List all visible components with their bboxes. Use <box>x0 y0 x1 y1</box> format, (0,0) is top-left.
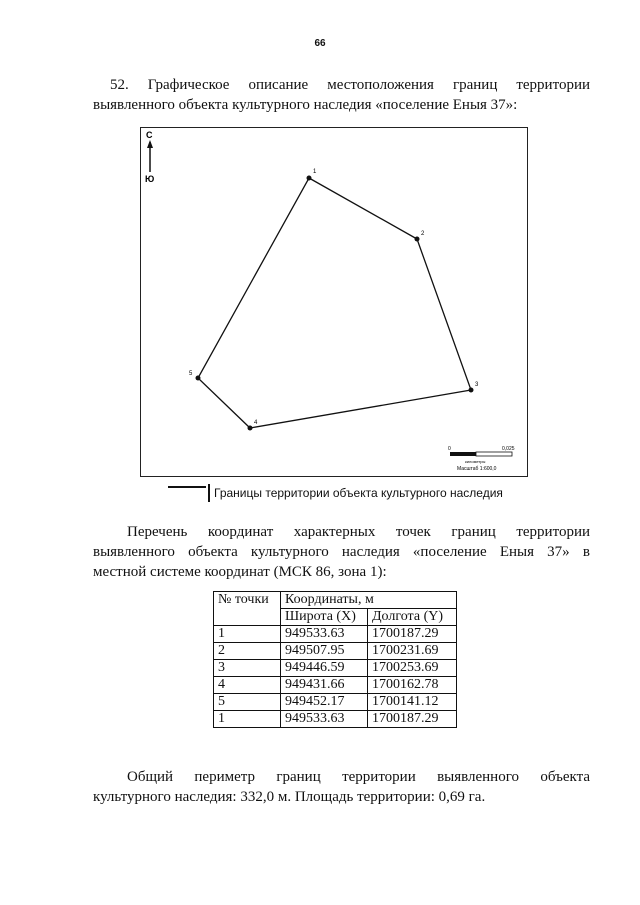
boundary-point <box>307 176 312 181</box>
scale-ratio-label: Масштаб 1:600,0 <box>457 466 497 472</box>
table-row <box>214 694 457 711</box>
table-row <box>214 711 457 728</box>
legend-line-swatch <box>168 486 206 488</box>
north-label: С <box>146 130 153 140</box>
summary-word: территории <box>342 769 416 785</box>
intro-word: границ <box>451 524 496 540</box>
header-coords: Координаты, м <box>281 592 457 609</box>
scale-unit-label: километры <box>465 459 486 464</box>
list-intro-line-2 <box>93 543 590 562</box>
boundary-point <box>248 426 253 431</box>
intro-word: точек <box>395 524 431 540</box>
heading-line-2: выявленного объекта культурного наследия «поселение Еныя 37»: <box>93 97 518 113</box>
heading-word: описание <box>248 77 309 93</box>
coordinates-table <box>213 591 457 728</box>
scale-bar-segment <box>476 452 512 456</box>
page-number: 66 <box>314 38 326 49</box>
cell-point: 1 <box>214 711 281 728</box>
summary-line-2: культурного наследия: 332,0 м. Площадь территории: 0,69 га. <box>93 789 486 805</box>
boundary-point <box>415 237 420 242</box>
cell-y: 1700231.69 <box>368 643 457 660</box>
point-label: 5 <box>189 371 193 377</box>
boundary-point <box>469 388 474 393</box>
table-row <box>214 626 457 643</box>
heading-word: Графическое <box>147 77 230 93</box>
cell-x: 949533.63 <box>281 626 368 643</box>
list-intro-line-3: местной системе координат (МСК 86, зона 1): <box>93 564 387 580</box>
heading-line-1 <box>110 76 590 95</box>
cell-y: 1700253.69 <box>368 660 457 677</box>
intro-word: объекта <box>188 544 238 560</box>
boundary-point <box>196 376 201 381</box>
north-arrow-icon <box>147 140 153 148</box>
point-label: 4 <box>254 420 258 426</box>
intro-word: характерных <box>293 524 376 540</box>
heading-word: границ <box>452 77 498 93</box>
table-row <box>214 643 457 660</box>
boundary-polygon <box>198 178 471 428</box>
summary-word: Общий <box>127 769 174 785</box>
legend-tick <box>208 484 210 502</box>
scale-right-label: 0,025 <box>502 446 515 452</box>
header-point: № точки <box>214 592 281 626</box>
intro-word: Еныя <box>499 544 535 560</box>
table-header-row <box>214 592 457 609</box>
summary-word: периметр <box>194 769 256 785</box>
intro-word: 37» <box>547 544 570 560</box>
cell-x: 949452.17 <box>281 694 368 711</box>
summary-word: объекта <box>540 769 590 785</box>
scale-left-label: 0 <box>448 446 451 452</box>
table-row <box>214 677 457 694</box>
header-lat: Широта (X) <box>281 609 368 626</box>
heading-word: местоположения <box>327 77 434 93</box>
intro-word: культурного <box>250 544 329 560</box>
intro-word: выявленного <box>93 544 175 560</box>
point-label: 1 <box>313 169 317 175</box>
cell-y: 1700187.29 <box>368 711 457 728</box>
intro-word: координат <box>207 524 274 540</box>
cell-x: 949507.95 <box>281 643 368 660</box>
heading-number: 52. <box>110 77 129 93</box>
point-label: 3 <box>475 382 479 388</box>
south-label: Ю <box>145 174 155 184</box>
intro-word: «поселение <box>412 544 487 560</box>
list-intro-line-1 <box>127 523 590 542</box>
cell-y: 1700187.29 <box>368 626 457 643</box>
cell-x: 949446.59 <box>281 660 368 677</box>
intro-word: Перечень <box>127 524 188 540</box>
boundary-map <box>140 127 528 477</box>
intro-word: в <box>582 544 590 560</box>
summary-word: границ <box>276 769 321 785</box>
intro-word: территории <box>516 524 590 540</box>
cell-point: 4 <box>214 677 281 694</box>
cell-x: 949431.66 <box>281 677 368 694</box>
map-canvas <box>141 128 527 476</box>
heading-word: территории <box>516 77 590 93</box>
header-lon: Долгота (Y) <box>368 609 457 626</box>
cell-y: 1700141.12 <box>368 694 457 711</box>
summary-word: выявленного <box>437 769 519 785</box>
cell-y: 1700162.78 <box>368 677 457 694</box>
map-legend <box>168 484 503 502</box>
cell-point: 5 <box>214 694 281 711</box>
cell-point: 2 <box>214 643 281 660</box>
summary-line-1 <box>127 768 590 787</box>
point-label: 2 <box>421 231 425 237</box>
table-row <box>214 660 457 677</box>
scale-bar-segment <box>450 452 476 456</box>
cell-point: 1 <box>214 626 281 643</box>
cell-point: 3 <box>214 660 281 677</box>
cell-x: 949533.63 <box>281 711 368 728</box>
intro-word: наследия <box>341 544 400 560</box>
legend-label: Границы территории объекта культурного наследия <box>214 486 503 500</box>
